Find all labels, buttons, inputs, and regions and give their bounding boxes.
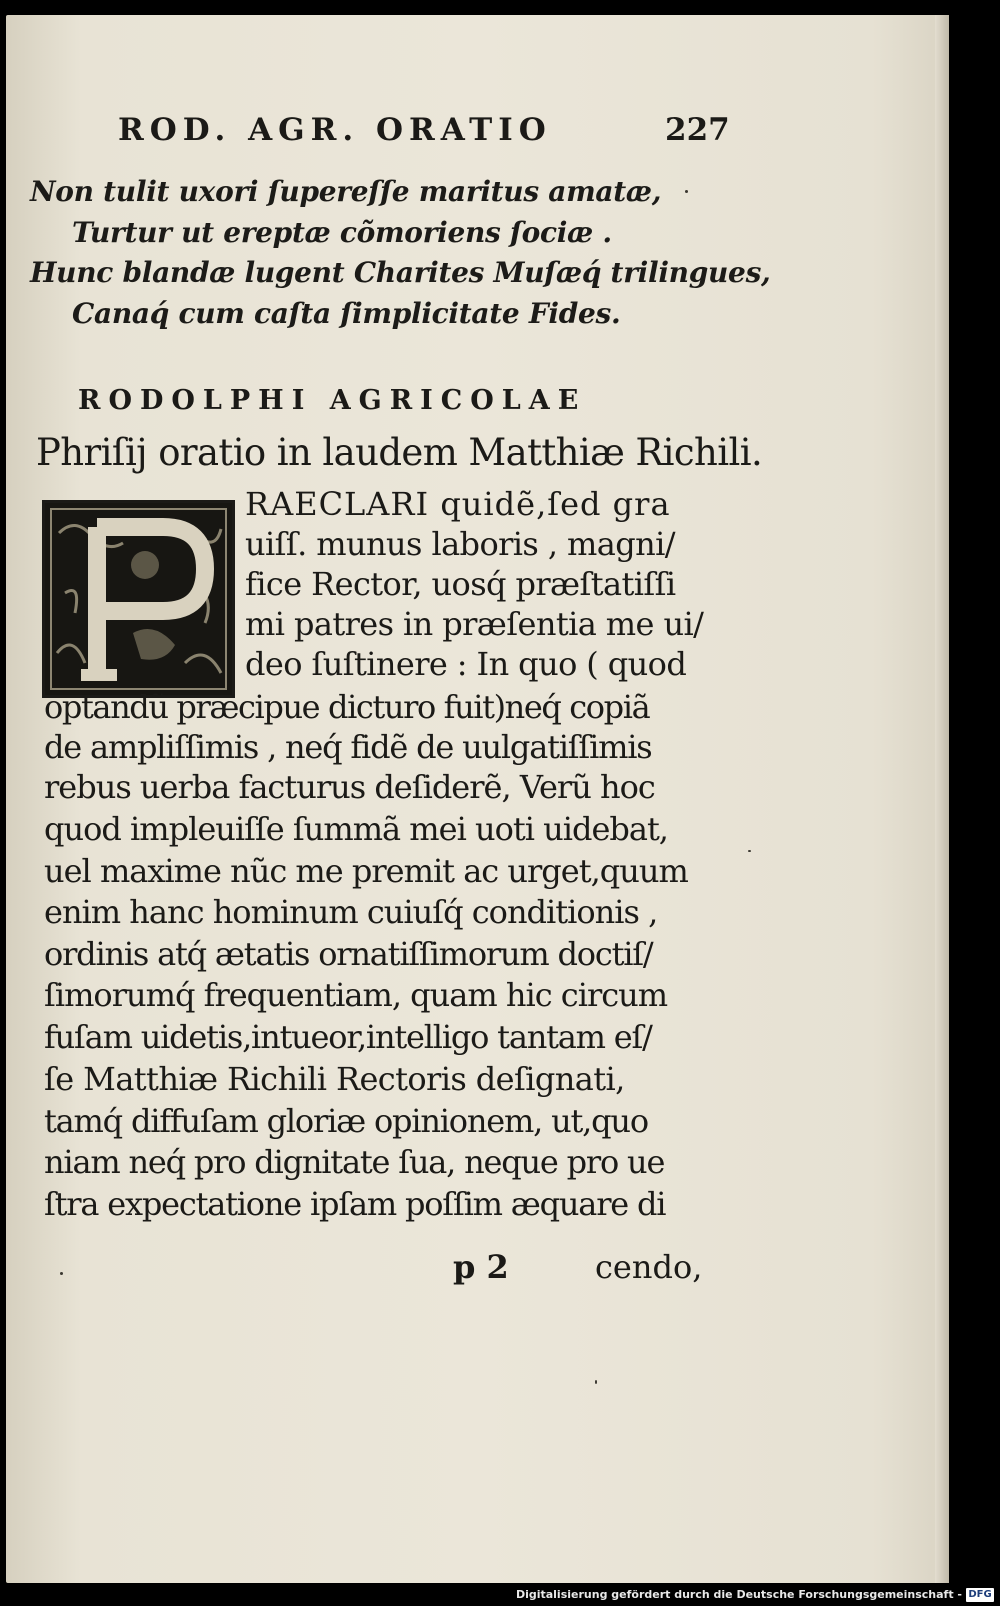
verse-line: Hunc blandæ lugent Charites Muſæq́ trilingues,	[30, 256, 771, 289]
verse-line: Non tulit uxori ſupereſſe maritus amatæ,	[30, 175, 662, 208]
text-line: fice Rector, uosq́ præſtatiſſi	[245, 565, 676, 603]
text-line: ſimorumq́ frequentiam, quam hic circum	[44, 976, 668, 1014]
text-line: uel maxime nũc me premit ac urget,quum	[44, 852, 688, 890]
folio-number: 227	[665, 112, 730, 148]
text-line: uiſſ. munus laboris , magni/	[245, 525, 675, 563]
text-line: ordinis atq́ ætatis ornatiſſimorum doctiſ/	[44, 935, 653, 973]
text-line: ſtra expectatione ipſam poſſim æquare di	[44, 1185, 666, 1223]
text-line: tamq́ diffuſam gloriæ opinionem, ut,quo	[44, 1102, 648, 1140]
decorated-initial	[42, 500, 235, 698]
text-line: optandũ præcipue dicturo fuit)neq́ copiã	[44, 688, 650, 726]
paper-speck	[748, 850, 751, 852]
text-line: RAECLARI quidẽ,ſed gra	[245, 485, 671, 523]
paper-speck	[60, 1272, 63, 1275]
text-line: quod impleuiſſe ſummã mei uoti uidebat,	[44, 810, 668, 848]
text-line: fuſam uidetis,intueor,intelligo tantam eſ/	[44, 1018, 652, 1056]
woodcut-initial-image	[45, 503, 232, 695]
paper-speck	[595, 1380, 597, 1384]
dfg-logo: DFG	[966, 1588, 994, 1602]
text-line: ſe Matthiæ Richili Rectoris deſignati,	[44, 1060, 625, 1098]
oration-subheading: Phriſij oratio in laudem Matthiæ Richili.	[36, 431, 763, 474]
running-head: ROD. AGR. ORATIO	[118, 112, 552, 148]
text-line: de ampliſſimis , neq́ fidẽ de uulgatiſſimis	[44, 728, 652, 766]
catchword: cendo,	[595, 1248, 703, 1286]
verse-line: Turtur ut ereptæ cõmoriens ſociæ .	[72, 216, 612, 249]
credit-footer	[0, 1586, 1000, 1606]
figure-head	[131, 551, 159, 579]
page-edge	[935, 15, 949, 1583]
text-line: mi patres in præſentia me ui/	[245, 605, 704, 643]
paper-speck	[685, 190, 688, 193]
text-line: deo ſuſtinere : In quo ( quod	[245, 645, 687, 683]
signature-mark: p 2	[453, 1248, 509, 1286]
oration-heading: RODOLPHI AGRICOLAE	[78, 385, 587, 416]
text-line: enim hanc hominum cuiuſq́ conditionis ,	[44, 893, 658, 931]
credit-text: Digitalisierung gefördert durch die Deutsche Forschungsgemeinschaft -	[515, 1588, 962, 1601]
text-line: niam neq́ pro dignitate ſua, neque pro ue	[44, 1143, 665, 1181]
verse-line: Canaq́ cum caſta ſimplicitate Fides.	[72, 297, 621, 330]
text-line: rebus uerba facturus deſiderẽ, Verũ hoc	[44, 768, 655, 806]
